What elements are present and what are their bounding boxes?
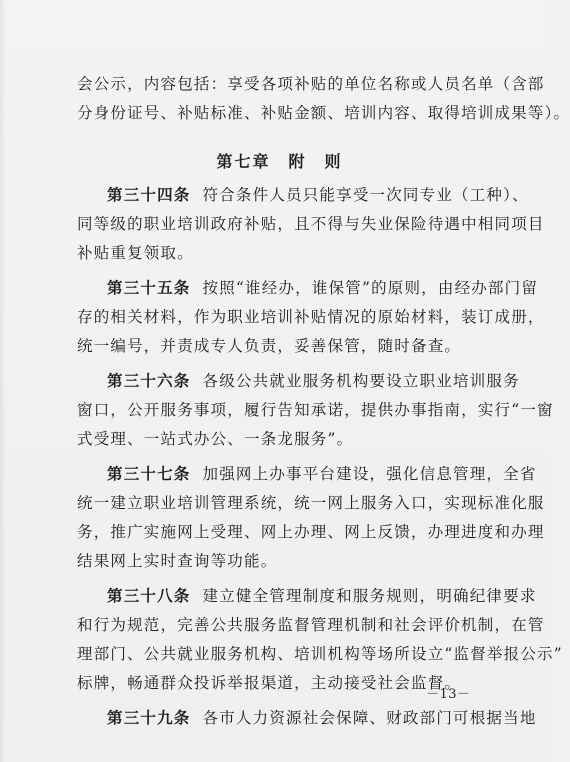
article-text: 建立健全管理制度和服务规则，明确纪律要求 [202,587,537,605]
intro-line: 会公示，内容包括：享受各项补贴的单位名称或人员名单（含部 [77,75,545,93]
article-number: 第三十六条 [107,371,191,390]
article-line: 结果网上实时查询等功能。 [77,552,278,570]
article-37 [77,459,545,576]
page-edge-shadow [0,0,6,762]
article-34 [77,180,545,268]
article-39 [77,703,537,733]
article-line: 和行为规范，完善公共服务监督管理机制和社会评价机制，在管 [77,616,545,634]
article-line: 窗口，公开服务事项，履行告知承诺，提供办事指南，实行“一窗 [77,401,554,419]
article-line: 同等级的职业培训政府补贴，且不得与失业保险待遇中相同项目 [77,215,545,233]
article-line: 标牌，畅通群众投诉举报渠道，主动接受社会监督。 [77,674,462,692]
article-number: 第三十七条 [107,464,191,483]
article-line: 统一建立职业培训管理系统，统一网上服务入口，实现标准化服 [77,494,545,512]
intro-line: 分身份证号、补贴标准、补贴金额、培训内容、取得培训成果等）。 [77,104,570,122]
article-line: 式受理、一站式办公、一条龙服务”。 [77,430,354,448]
article-36 [77,366,554,454]
article-number: 第三十八条 [107,586,191,605]
article-38 [77,581,563,698]
document-body [77,70,570,733]
article-line: 统一编号，并责成专人负责，妥善保管，随时备查。 [77,337,462,355]
article-number: 第三十五条 [107,278,191,297]
page-number: －13－ [426,687,471,702]
article-first-line [77,581,537,611]
article-line: 存的相关材料，作为职业培训补贴情况的原始材料，装订成册， [77,308,545,326]
article-line: 务，推广实施网上受理、网上办理、网上反馈，办理进度和办理 [77,523,545,541]
chapter-title: 第七章 附 则 [216,152,343,171]
article-first-line [77,459,537,489]
article-text: 按照“谁经办，谁保管”的原则，由经办部门留 [202,279,539,297]
article-number: 第三十四条 [107,185,191,204]
article-text: 各市人力资源社会保障、财政部门可根据当地 [202,709,537,727]
article-first-line [77,366,520,396]
article-line: 补贴重复领取。 [77,244,194,262]
article-text: 符合条件人员只能享受一次同专业（工种）、 [202,186,529,204]
article-number: 第三十九条 [107,708,191,727]
article-35 [77,273,545,361]
article-first-line [77,703,537,733]
article-first-line [77,180,529,210]
article-text: 各级公共就业服务机构要设立职业培训服务 [202,372,520,390]
article-line: 理部门、公共就业服务机构、培训机构等场所设立“监督举报公示” [77,645,563,663]
article-first-line [77,273,539,303]
article-text: 加强网上办事平台建设，强化信息管理，全省 [202,465,537,483]
